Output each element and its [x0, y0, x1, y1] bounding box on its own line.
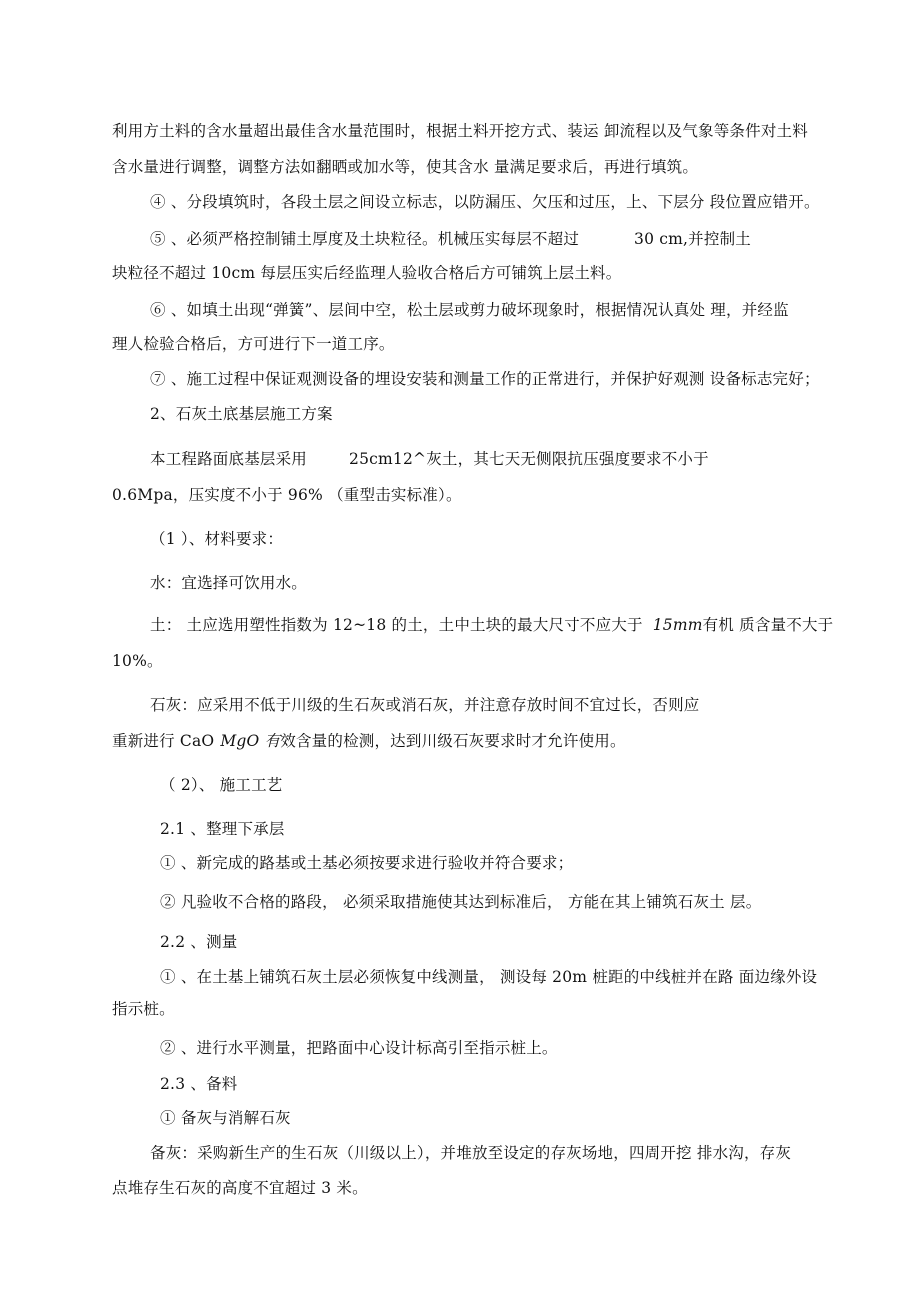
subsection-heading: （1 ）、材料要求：	[150, 530, 284, 548]
list-item: ① 、在土基上铺筑石灰土层必须恢复中线测量， 测设每 20m 桩距的中线桩并在路 面边缘外设	[160, 968, 818, 986]
paragraph-line: 指示桩。	[112, 1000, 175, 1018]
paragraph-text-italic: 15mm	[652, 616, 703, 634]
list-item-text: 30 cm,并控制土	[634, 230, 751, 248]
paragraph-text: 有机 质含量不大于	[702, 616, 834, 634]
paragraph-line	[150, 614, 833, 636]
list-item: ② 、进行水平测量，把路面中心设计标高引至指示桩上。	[160, 1039, 558, 1057]
list-item: ⑦ 、施工过程中保证观测设备的埋设安装和测量工作的正常进行，并保护好观测 设备标志完好；	[150, 370, 820, 388]
list-item: ④ 、分段填筑时，各段土层之间设立标志，以防漏压、欠压和过压，上、下层分 段位置应错开。	[150, 193, 820, 211]
paragraph-line: 块粒径不超过 10cm 每层压实后经监理人验收合格后方可铺筑上层土料。	[112, 264, 622, 282]
section-heading: 2、石灰土底基层施工方案	[150, 405, 333, 423]
paragraph-line: 利用方土料的含水量超出最佳含水量范围时，根据土料开挖方式、装运 卸流程以及气象等条件对土料	[112, 122, 808, 140]
paragraph-text: 土： 土应选用塑性指数为 12~18 的土，土中土块的最大尺寸不应大于	[150, 616, 643, 634]
paragraph-line: 备灰：采购新生产的生石灰（川级以上），并堆放至设定的存灰场地，四周开挖 排水沟，存灰	[150, 1144, 792, 1162]
paragraph-line: 0.6Mpa，压实度不小于 96% （重型击实标准）。	[112, 486, 462, 504]
list-item: ⑥ 、如填土出现“弹簧”、层间中空，松土层或剪力破坏现象时，根据情况认真处 理，并经监	[150, 301, 789, 319]
paragraph-line	[112, 730, 626, 752]
subsection-heading: （ 2）、 施工工艺	[160, 776, 283, 794]
list-item	[150, 228, 751, 250]
paragraph-line: 水：宜选择可饮用水。	[150, 574, 308, 592]
list-item: ① 备灰与消解石灰	[160, 1109, 291, 1127]
subsection-heading: 2.1 、整理下承层	[160, 820, 285, 838]
paragraph-line: 理人检验合格后，方可进行下一道工序。	[112, 335, 395, 353]
paragraph-line: 含水量进行调整，调整方法如翻晒或加水等，使其含水 量满足要求后，再进行填筑。	[112, 158, 699, 176]
paragraph-text: 重新进行 CaO	[112, 732, 215, 750]
list-item-text: ⑤ 、必须严格控制铺土厚度及土块粒径。机械压实每层不超过	[150, 230, 580, 248]
paragraph-line: 石灰：应采用不低于川级的生石灰或消石灰，并注意存放时间不宜过长，否则应	[150, 696, 700, 714]
paragraph-text: 本工程路面底基层采用	[150, 450, 308, 468]
paragraph-text: 25cm12^灰土，其七天无侧限抗压强度要求不小于	[349, 450, 709, 468]
subsection-heading: 2.2 、测量	[160, 933, 238, 951]
paragraph-line: 点堆存生石灰的高度不宜超过 3 米。	[112, 1179, 368, 1197]
list-item: ① 、新完成的路基或土基必须按要求进行验收并符合要求；	[160, 854, 574, 872]
paragraph-line: 10%。	[112, 652, 163, 670]
list-item: ② 凡验收不合格的路段， 必须采取措施使其达到标准后， 方能在其上铺筑石灰土 层。	[160, 893, 762, 911]
paragraph-line	[150, 448, 709, 470]
paragraph-text-italic: MgO 有	[220, 732, 281, 750]
subsection-heading: 2.3 、备料	[160, 1075, 238, 1093]
paragraph-text: 效含量的检测，达到川级石灰要求时才允许使用。	[280, 732, 626, 750]
